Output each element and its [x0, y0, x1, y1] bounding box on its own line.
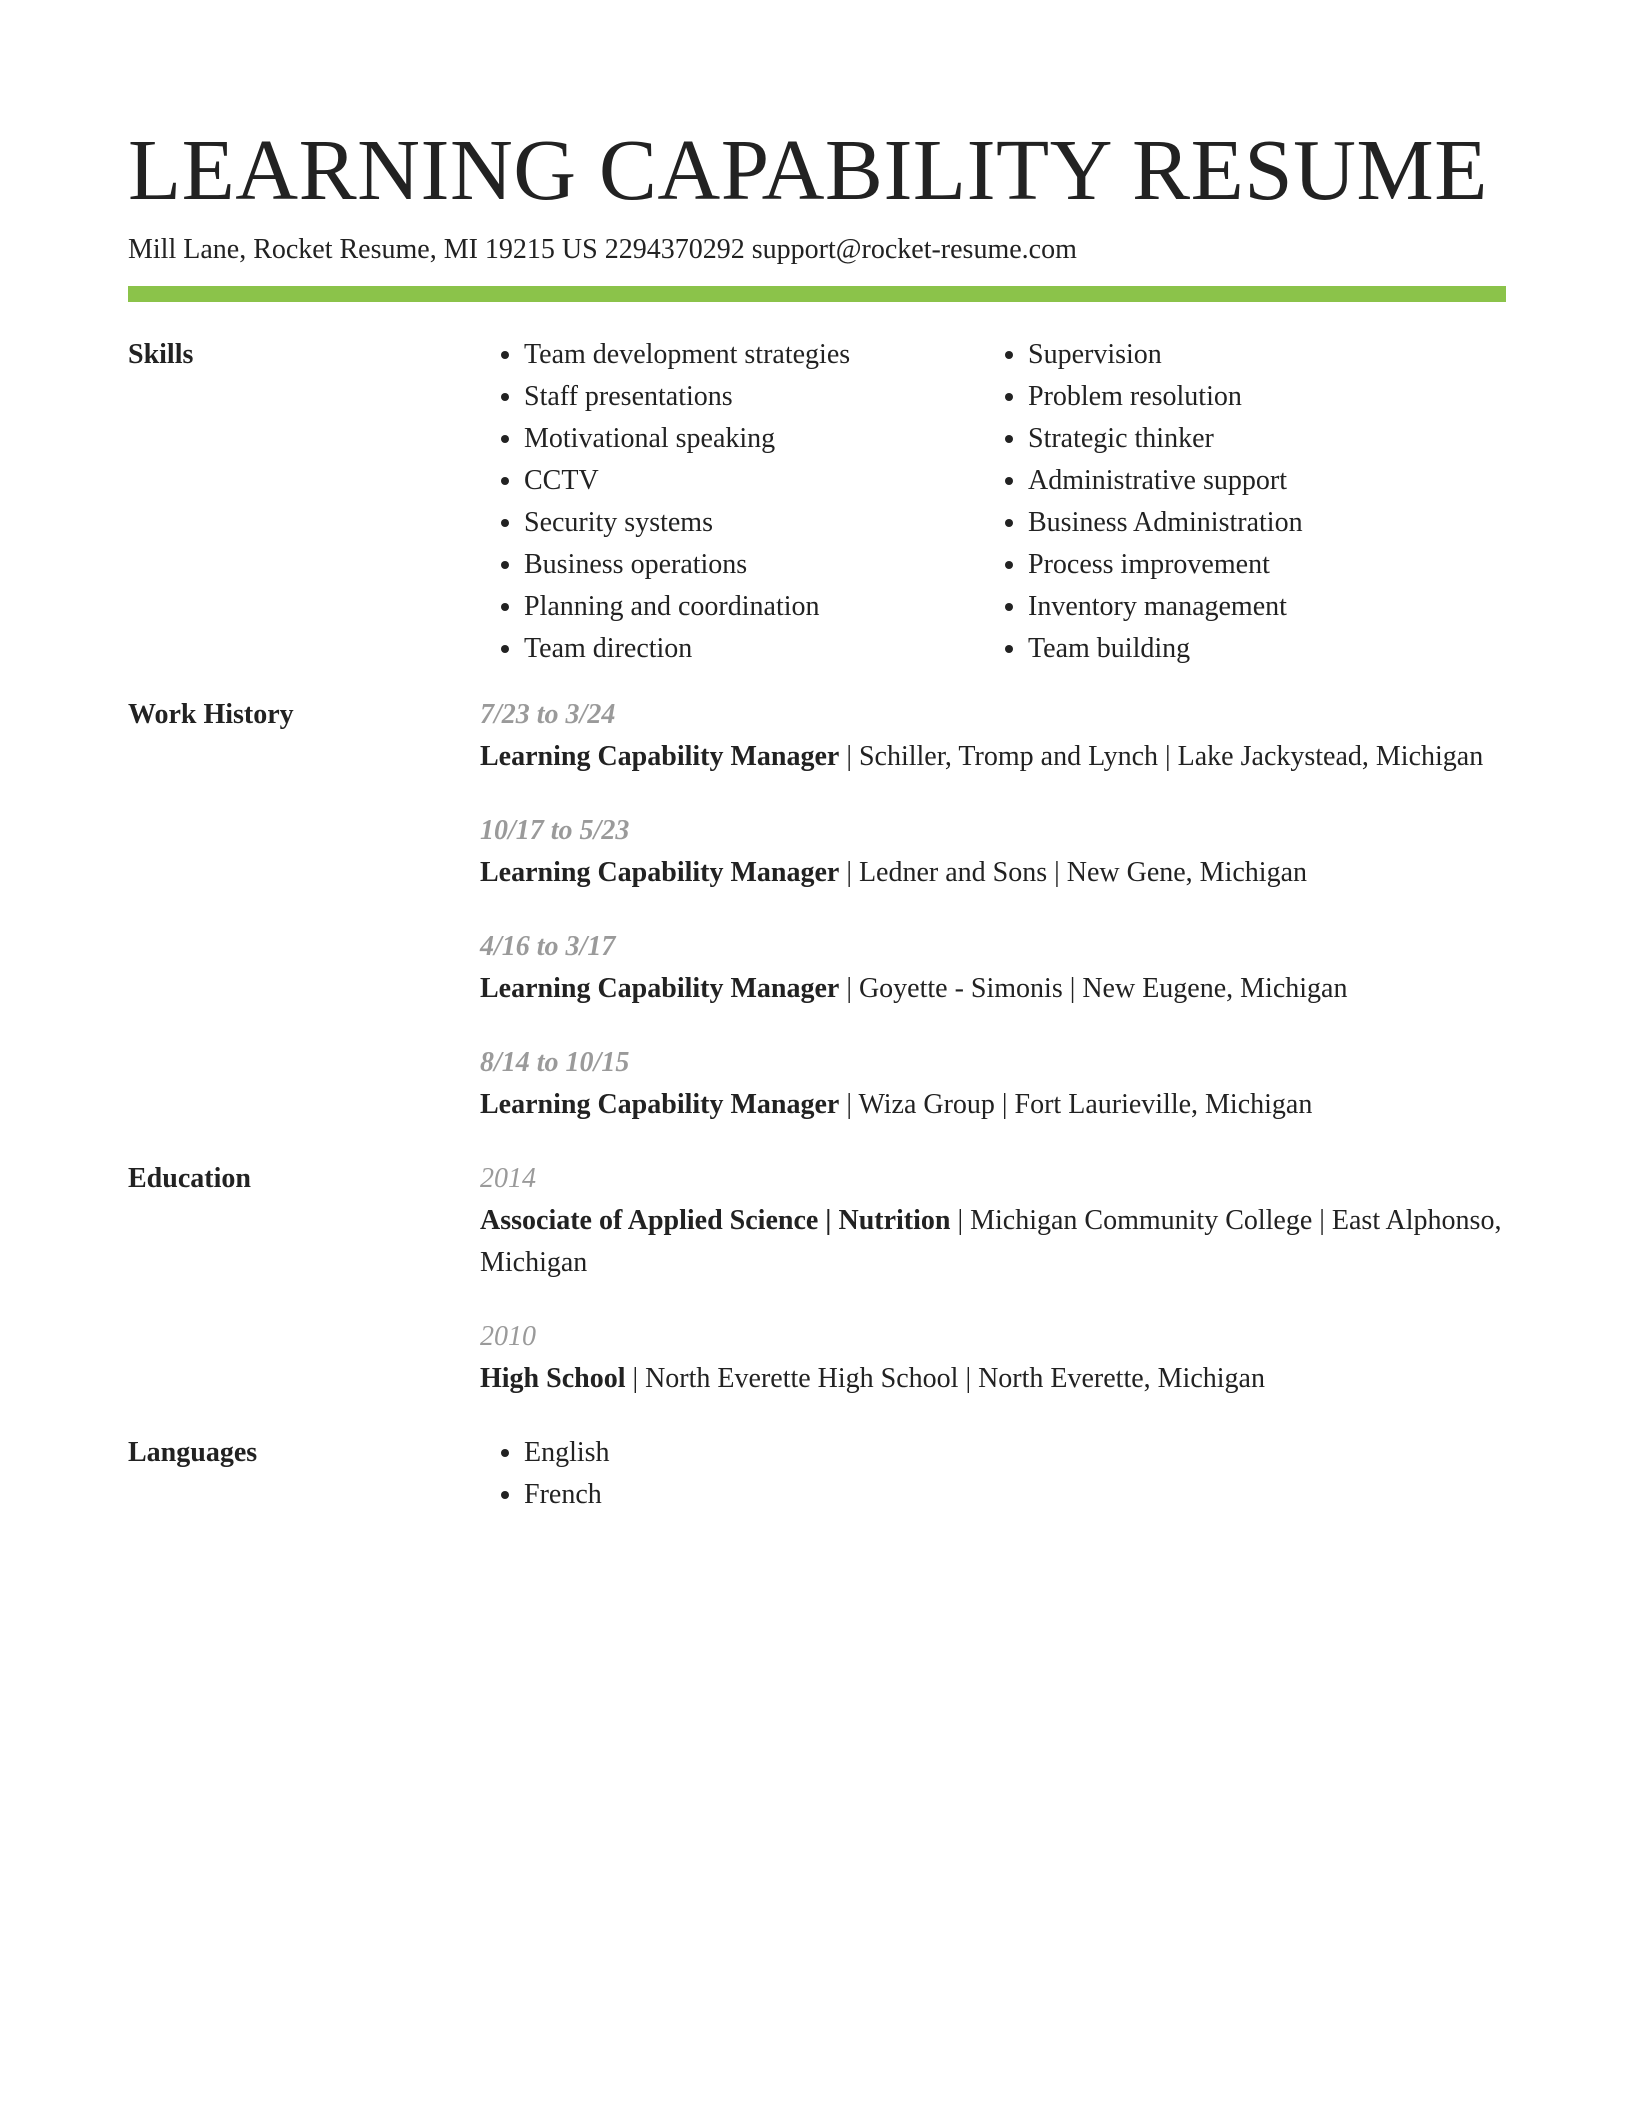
resume-page: [128, 118, 1506, 1516]
language-item: • English: [524, 1432, 1506, 1474]
education-entry-title: High School: [480, 1363, 626, 1394]
work-entry-dates: 7/23 to 3/24: [480, 699, 616, 730]
work-history-section: [128, 694, 1506, 1126]
education-entry: [480, 1316, 1506, 1400]
education-entry-year: 2014: [480, 1163, 536, 1194]
work-history-body: [480, 694, 1506, 1126]
work-entry-dates: 8/14 to 10/15: [480, 1047, 630, 1078]
work-entry-line: [480, 736, 1506, 778]
skill-item: • Team direction: [524, 628, 984, 670]
work-entry-details: | Ledner and Sons | New Gene, Michigan: [839, 857, 1307, 888]
work-entry: [480, 810, 1506, 894]
work-entry-title: Learning Capability Manager: [480, 973, 840, 1004]
work-entry-dates: 4/16 to 3/17: [480, 931, 616, 962]
contact-email: support@rocket-resume.com: [751, 234, 1077, 265]
education-entry-line: [480, 1200, 1506, 1284]
languages-list: [480, 1432, 1506, 1516]
section-label-skills: Skills: [128, 339, 194, 370]
skill-item: • Staff presentations: [524, 376, 984, 418]
education-section: [128, 1158, 1506, 1400]
skills-section: [128, 334, 1506, 670]
skill-item: • Motivational speaking: [524, 418, 984, 460]
languages-body: [480, 1432, 1506, 1516]
work-entry: [480, 694, 1506, 778]
skill-item: • CCTV: [524, 460, 984, 502]
languages-section: [128, 1432, 1506, 1516]
skill-item: • Inventory management: [1028, 586, 1506, 628]
skill-item: • Planning and coordination: [524, 586, 984, 628]
work-entry: [480, 1042, 1506, 1126]
work-entry-title: Learning Capability Manager: [480, 741, 840, 772]
work-entry-dates: 10/17 to 5/23: [480, 815, 630, 846]
section-label-education: Education: [128, 1163, 251, 1194]
contact-phone: 2294370292: [604, 234, 745, 265]
skill-item: • Security systems: [524, 502, 984, 544]
education-entry-details: | Michigan Community College | East Alphonso, Michigan: [480, 1205, 1502, 1278]
work-entry-title: Learning Capability Manager: [480, 857, 840, 888]
education-entry-line: [480, 1358, 1506, 1400]
contact-address: Mill Lane, Rocket Resume, MI 19215 US: [128, 234, 598, 265]
skill-item: • Strategic thinker: [1028, 418, 1506, 460]
education-entry-details: | North Everette High School | North Everette, Michigan: [625, 1363, 1265, 1394]
education-entry: [480, 1158, 1506, 1284]
section-label-languages: Languages: [128, 1437, 258, 1468]
work-entry: [480, 926, 1506, 1010]
skill-item: • Supervision: [1028, 334, 1506, 376]
resume-title: LEARNING CAPABILITY RESUME: [128, 121, 1488, 218]
accent-divider: [128, 286, 1506, 302]
education-entry-title: Associate of Applied Science | Nutrition: [480, 1205, 951, 1236]
contact-line: [128, 230, 1506, 270]
work-entry-title: Learning Capability Manager: [480, 1089, 840, 1120]
skill-item: • Business operations: [524, 544, 984, 586]
skills-columns: [480, 334, 1506, 670]
skills-body: [480, 334, 1506, 670]
skills-column-2: [984, 334, 1506, 670]
work-entry-line: [480, 1084, 1506, 1126]
skill-item: • Process improvement: [1028, 544, 1506, 586]
education-body: [480, 1158, 1506, 1400]
work-entry-details: | Schiller, Tromp and Lynch | Lake Jackystead, Michigan: [839, 741, 1484, 772]
work-entry-line: [480, 968, 1506, 1010]
skill-item: • Business Administration: [1028, 502, 1506, 544]
skill-item: • Team building: [1028, 628, 1506, 670]
skill-item: • Administrative support: [1028, 460, 1506, 502]
skill-item: • Team development strategies: [524, 334, 984, 376]
work-entry-details: | Wiza Group | Fort Laurieville, Michigan: [839, 1089, 1313, 1120]
work-entry-details: | Goyette - Simonis | New Eugene, Michigan: [839, 973, 1348, 1004]
skills-column-1: [480, 334, 984, 670]
language-item: • French: [524, 1474, 1506, 1516]
education-entry-year: 2010: [480, 1321, 536, 1352]
skill-item: • Problem resolution: [1028, 376, 1506, 418]
work-entry-line: [480, 852, 1506, 894]
section-label-work-history: Work History: [128, 699, 294, 730]
